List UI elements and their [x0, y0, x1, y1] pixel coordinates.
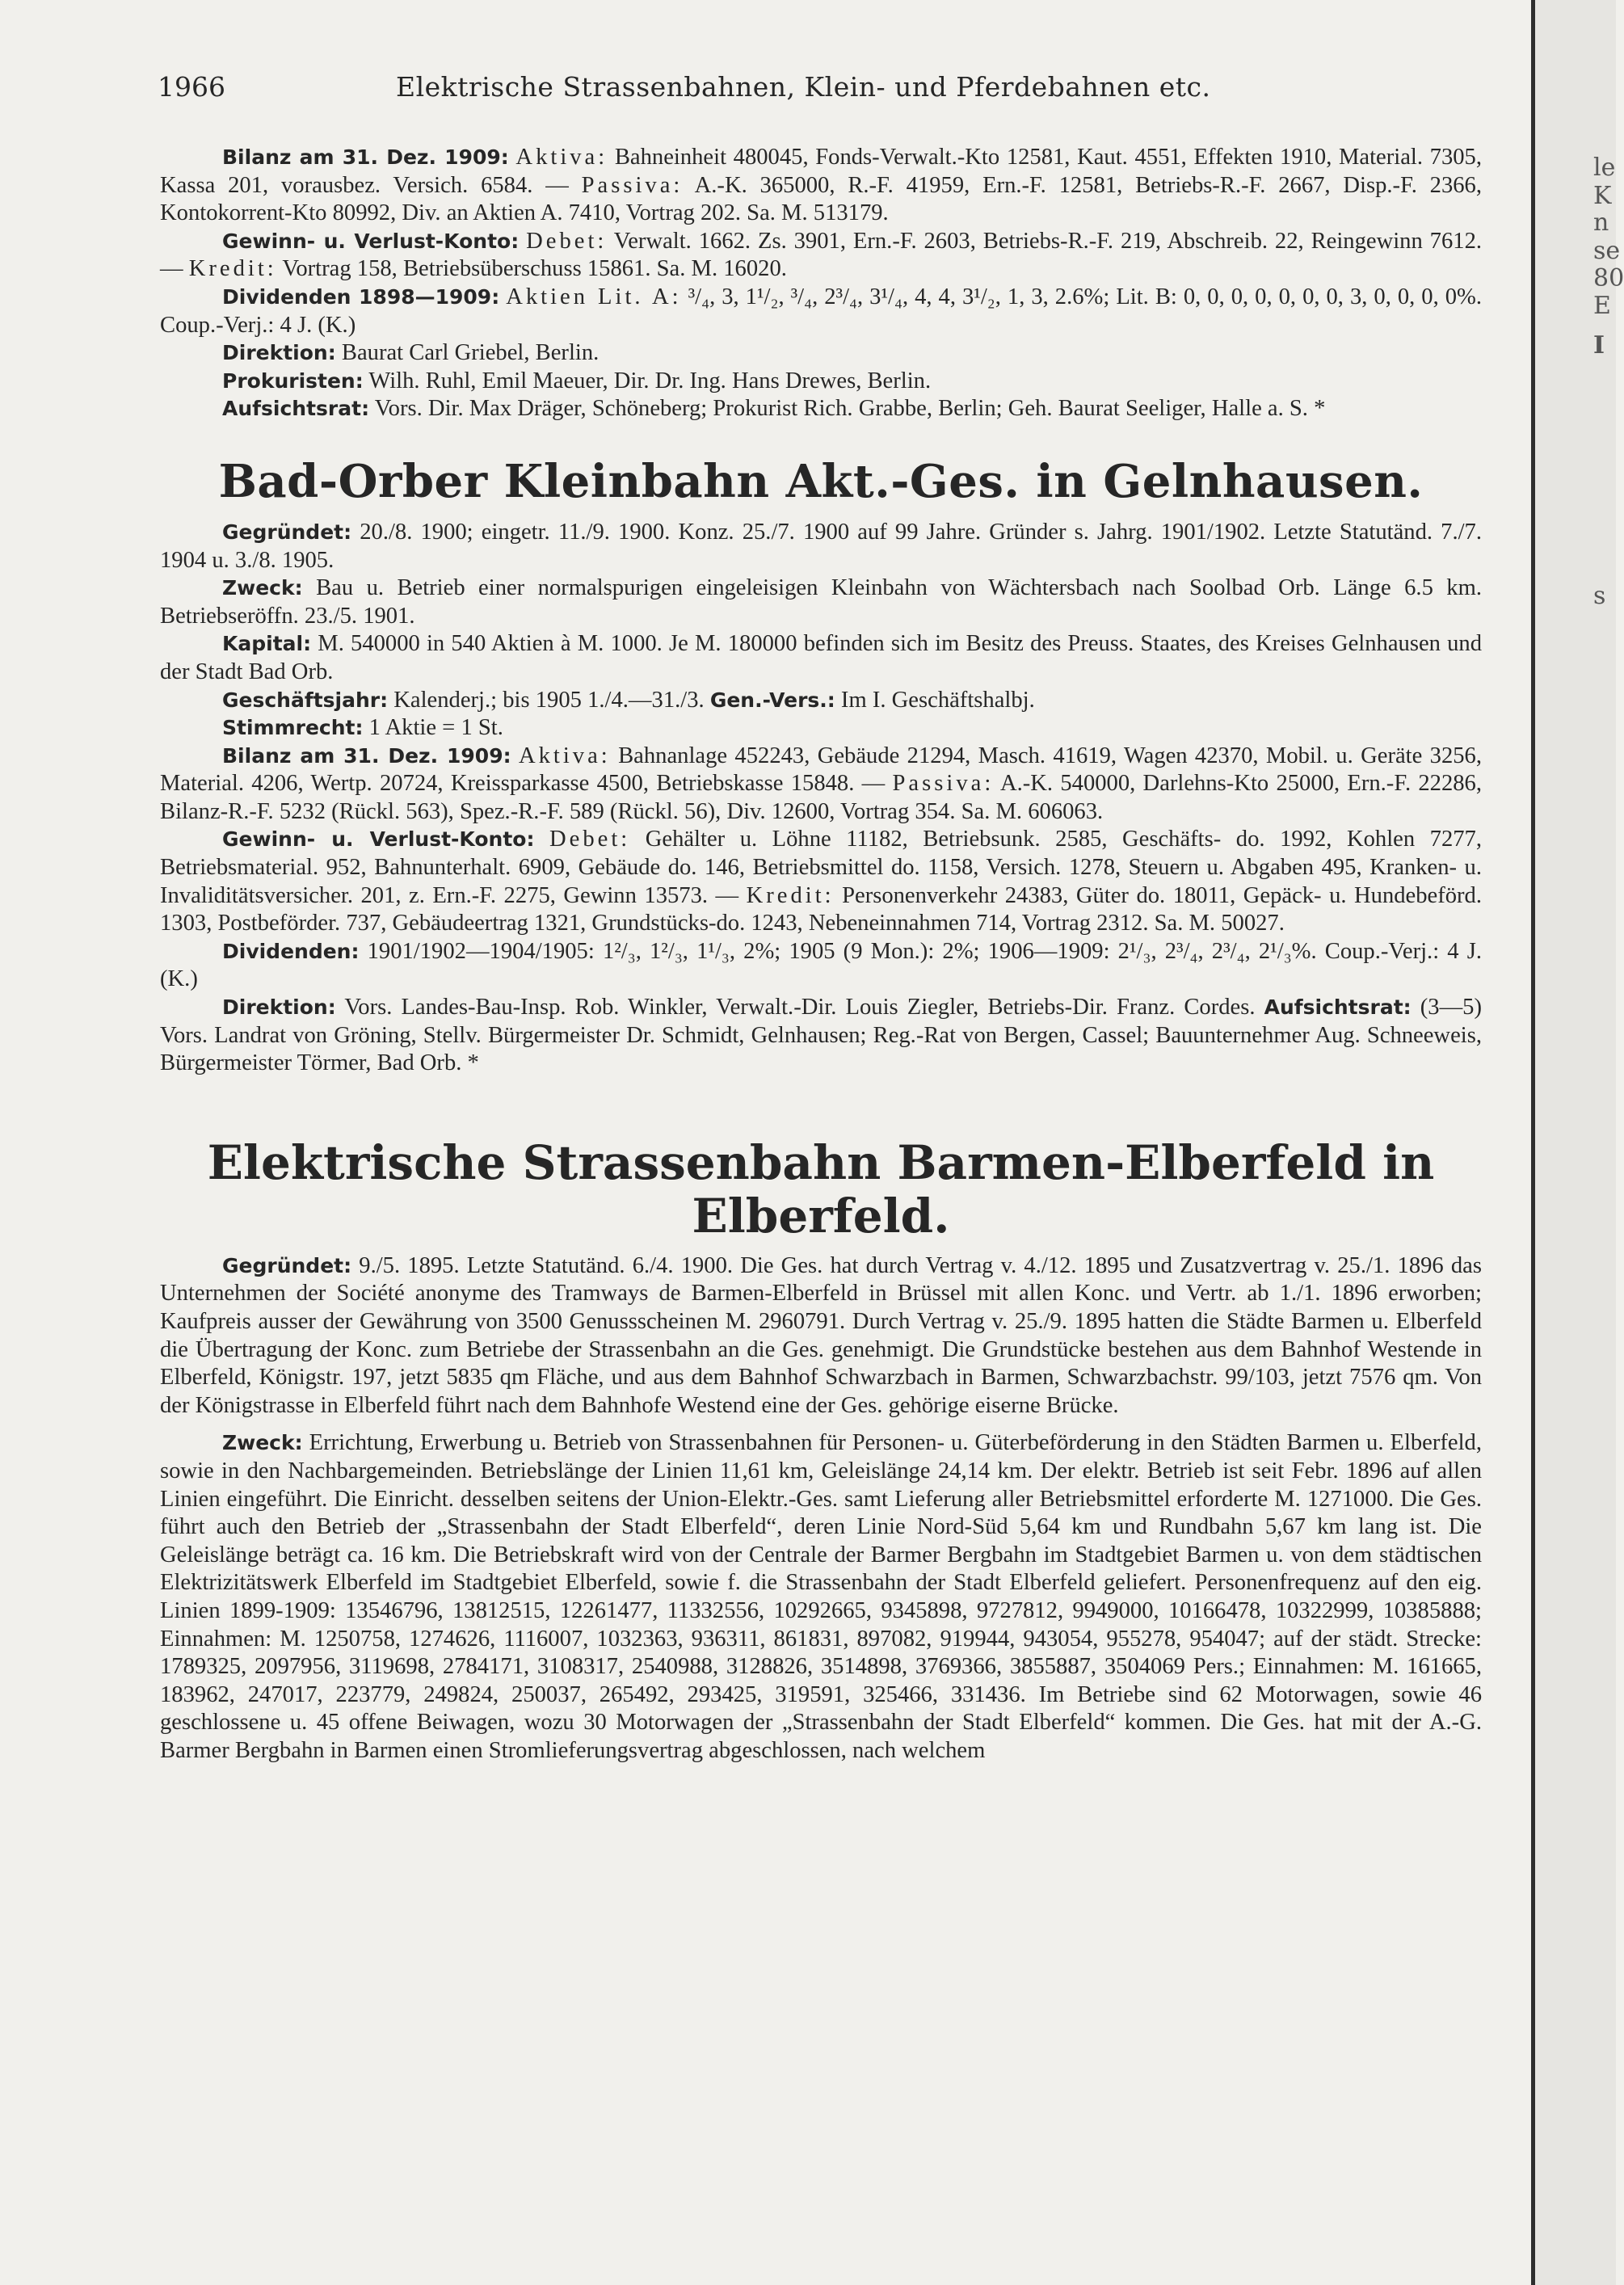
- field-label: Zweck:: [222, 576, 303, 600]
- dividends-paragraph: Dividenden: 1901/1902—1904/1905: 1²/₃, 1²/₃, 1¹/₃, 2%; 1905 (9 Mon.): 2%; 1906—1909: 2¹/₃, 2³/₄, 2³/₄, 2¹/₃%. Coup.-Verj.: 4 J. (K.): [160, 938, 1482, 992]
- bleed-fragment: 80: [1593, 264, 1624, 292]
- bleed-fragment: le: [1593, 154, 1616, 182]
- balance-sheet-paragraph: Bilanz am 31. Dez. 1909: Aktiva: Bahnanlage 452243, Gebäude 21294, Masch. 41619, Wagen 42370, Mobil. u. Geräte 3256, Material. 4206, Wertp. 20724, Kreissparkasse 4500, Betriebskasse 15848. — Passiva: A.-K. 540000, Darlehns-Kto 25000, Ern.-F. 22286, Bilanz-R.-F. 5232 (Rückl. 563), Spez.-R.-F. 589 (Rückl. 56), Div. 12600, Vortrag 354. Sa. M. 606063.: [160, 743, 1482, 824]
- debet-label: Debet:: [549, 827, 631, 852]
- field-label: Aufsichtsrat:: [222, 397, 370, 421]
- dividends-paragraph: Dividenden 1898—1909: Aktien Lit. A: ³/₄, 3, 1¹/₂, ³/₄, 2³/₄, 3¹/₄, 4, 4, 3¹/₂, 1, 3, 2.6%; Lit. B: 0, 0, 0, 0, 0, 0, 0, 3, 0, 0, 0, 0%. Coup.-Verj.: 4 J. (K.): [160, 284, 1483, 338]
- passiva-label: Passiva:: [581, 172, 684, 198]
- purpose-paragraph: Zweck: Bau u. Betrieb einer normalspurigen eingeleisigen Kleinbahn von Wächtersbach nach Soolbad Orb. Länge 6.5 km. Betriebseröffn. 23./5. 1901.: [160, 575, 1482, 629]
- field-label: Gegründet:: [222, 1253, 352, 1277]
- aktiva-label: Aktiva:: [518, 743, 611, 768]
- bleed-fragment: s: [1593, 582, 1606, 610]
- field-label: Gewinn- u. Verlust-Konto:: [222, 229, 520, 253]
- fiscal-year-paragraph: Geschäftsjahr: Kalenderj.; bis 1905 1./4.—31./3. Gen.-Vers.: Im I. Geschäftshalbj.: [222, 687, 1035, 713]
- balance-sheet-paragraph: Bilanz am 31. Dez. 1909: Aktiva: Bahneinheit 480045, Fonds-Verwalt.-Kto 12581, Kaut. 4551, Effekten 1910, Material. 7305, Kassa 201, vorausbez. Versich. 6584. — Passiva: A.-K. 365000, R.-F. 41959, Ern.-F. 12581, Betriebs-R.-F. 2667, Disp.-F. 2366, Kontokorrent-Kto 80992, Div. an Aktien A. 7410, Vortrag 202. Sa. M. 513179.: [160, 145, 1482, 226]
- field-label: Dividenden 1898—1909:: [222, 284, 500, 309]
- field-label: Bilanz am 31. Dez. 1909:: [222, 145, 509, 169]
- bleed-fragment: E: [1593, 292, 1611, 320]
- purpose-paragraph: Zweck: Errichtung, Erwerbung u. Betrieb von Strassenbahnen für Personen- u. Güterbeförderung in den Städten Barmen u. Elberfeld, sowie in den Nachbargemeinden. Betriebslänge der Linien 11,61 km, Geleislänge 24,14 km. Der elektr. Betrieb ist seit Febr. 1896 auf allen Linien eingeführt. Die Einricht. desselben seitens der Union-Elektr.-Ges. samt Lieferung aller Betriebsmittel erforderte M. 1271000. Die Ges. führt auch den Betrieb der „Strassenbahn der Stadt Elberfeld“, deren Linie Nord-Süd 5,64 km und Rundbahn 5,67 km lang ist. Die Geleislänge beträgt ca. 16 km. Die Betriebskraft wird von der Centrale der Barmer Bergbahn im Stadtgebiet Barmen u. von dem städtischen Elektrizitätswerk Elberfeld im Stadtgebiet Elberfeld, sowie f. die Strassenbahn der Stadt Elberfeld geliefert. Personenfrequenz auf den eig. Linien 1899-1909: 13546796, 13812515, 12261477, 11332556, 10292665, 9345898, 9727812, 9949000, 10166478, 10322999, 10385888; Einnahmen: M. 1250758, 1274626, 1116007, 1032363, 936311, 861831, 897082, 919944, 943054, 955278, 954047; auf der städt. Strecke: 1789325, 2097956, 3119698, 2784171, 3108317, 2540988, 3128826, 3514898, 3769366, 3855887, 3504069 Pers.; Einnahmen: M. 161665, 183962, 247017, 223779, 249824, 250037, 265492, 293425, 319591, 325466, 331436. Im Betriebe sind 62 Motorwagen, sowie 46 geschlossene u. 45 offene Beiwagen, wozu 30 Motorwagen der „Strassenbahn der Stadt Elberfeld“ kommen. Die Ges. hat mit der A.-G. Barmer Bergbahn in Barmen einen Stromlieferungsvertrag abgeschlossen, nach welchem: [160, 1430, 1482, 1763]
- field-label: Kapital:: [222, 632, 312, 656]
- bleed-fragment: I: [1593, 331, 1605, 360]
- kredit-label: Kredit:: [746, 882, 835, 908]
- bleed-fragment: n: [1593, 208, 1609, 237]
- section-title-bad-orber: Bad-Orber Kleinbahn Akt.-Ges. in Gelnhausen.: [218, 454, 1424, 508]
- field-label: Gen.-Vers.:: [709, 688, 835, 712]
- field-label: Dividenden:: [222, 939, 360, 963]
- field-label: Direktion:: [222, 995, 336, 1020]
- field-label: Stimmrecht:: [222, 716, 364, 740]
- bleed-fragment: K: [1593, 182, 1612, 210]
- page-number: 1966: [158, 71, 225, 103]
- section-title-barmen-elberfeld: Elektrische Strassenbahn Barmen-Elberfeld in Elberfeld.: [207, 1134, 1435, 1243]
- founded-paragraph: Gegründet: 20./8. 1900; eingetr. 11./9. 1900. Konz. 25./7. 1900 auf 99 Jahre. Gründer s. Jahrg. 1901/1902. Letzte Statutänd. 7./7. 1904 u. 3./8. 1905.: [160, 519, 1482, 573]
- field-label: Bilanz am 31. Dez. 1909:: [222, 743, 511, 768]
- aktien-label: Aktien Lit. A:: [506, 284, 682, 309]
- running-title: Elektrische Strassenbahnen, Klein- und Pferdebahnen etc.: [396, 71, 1211, 103]
- direktion-paragraph: Direktion: Vors. Landes-Bau-Insp. Rob. Winkler, Verwalt.-Dir. Louis Ziegler, Betriebs-Dir. Franz. Cordes. Aufsichtsrat: (3—5) Vors. Landrat von Gröning, Stellv. Bürgermeister Dr. Schmidt, Gelnhausen; Reg.-Rat von Bergen, Cassel; Bauunternehmer Aug. Schneeweis, Bürgermeister Törmer, Bad Orb. *: [160, 995, 1482, 1076]
- page-body: [160, 144, 1482, 1765]
- capital-paragraph: Kapital: M. 540000 in 540 Aktien à M. 1000. Je M. 180000 befinden sich im Besitz des Preuss. Staates, des Kreises Gelnhausen und der Stadt Bad Orb.: [160, 631, 1482, 684]
- prokuristen-paragraph: Prokuristen: Wilh. Ruhl, Emil Maeuer, Dir. Dr. Ing. Hans Drewes, Berlin.: [222, 368, 932, 393]
- field-label: Gewinn- u. Verlust-Konto:: [222, 827, 535, 852]
- kredit-label: Kredit:: [188, 256, 277, 282]
- field-label: Aufsichtsrat:: [1264, 995, 1412, 1020]
- field-label: Prokuristen:: [222, 368, 364, 393]
- direktion-paragraph: Direktion: Baurat Carl Griebel, Berlin.: [222, 340, 600, 366]
- field-label: Zweck:: [222, 1431, 303, 1455]
- profit-loss-paragraph: Gewinn- u. Verlust-Konto: Debet: Verwalt. 1662. Zs. 3901, Ern.-F. 2603, Betriebs-R.-F. 219, Abschreib. 22, Reingewinn 7612. — Kredit: Vortrag 158, Betriebsüberschuss 15861. Sa. M. 16020.: [160, 228, 1483, 282]
- bleed-fragment: se: [1593, 237, 1621, 265]
- voting-right-paragraph: Stimmrecht: 1 Aktie = 1 St.: [222, 715, 503, 741]
- debet-label: Debet:: [526, 228, 608, 254]
- field-label: Direktion:: [222, 341, 336, 365]
- aufsichtsrat-paragraph: Aufsichtsrat: Vors. Dir. Max Dräger, Schöneberg; Prokurist Rich. Grabbe, Berlin; Geh. Baurat Seeliger, Halle a. S. *: [222, 396, 1326, 422]
- passiva-label: Passiva:: [892, 771, 995, 797]
- aktiva-label: Aktiva:: [515, 145, 608, 170]
- field-label: Geschäftsjahr:: [222, 688, 389, 712]
- profit-loss-paragraph: Gewinn- u. Verlust-Konto: Debet: Gehälter u. Löhne 11182, Betriebsunk. 2585, Geschäfts- do. 1992, Kohlen 7277, Betriebsmaterial. 952, Bahnunterhalt. 6909, Gebäude do. 146, Betriebsmittel do. 1158, Versich. 1278, Steuern u. Abgaben 495, Kranken- u. Invaliditätsversicher. 201, z. Ern.-F. 2275, Gewinn 13573. — Kredit: Personenverkehr 24383, Güter do. 18011, Gepäck- u. Hundebeförd. 1303, Postbeförder. 737, Gebäudeertrag 1321, Grundstücks-do. 1243, Nebeneinnahmen 714, Vortrag 2312. Sa. M. 50027.: [160, 827, 1483, 936]
- founded-paragraph: Gegründet: 9./5. 1895. Letzte Statutänd. 6./4. 1900. Die Ges. hat durch Vertrag v. 4./12. 1895 und Zusatzvertrag v. 25./1. 1896 das Unternehmen der Société anonyme des Tramways de Barmen-Elberfeld in Brüssel mit allen Konc. und Vertr. ab 1./1. 1896 erworben; Kaufpreis ausser der Gewährung von 3500 Genussscheinen M. 2960791. Durch Vertrag v. 25./9. 1895 hatten die Städte Barmen u. Elberfeld die Übertragung der Konc. zum Betriebe der Strassenbahn an die Ges. genehmigt. Die Grundstücke bestehen aus dem Bahnhof Westende in Elberfeld, Königstr. 197, jetzt 5835 qm Fläche, und aus dem Bahnhof Schwarzbach in Barmen, Schwarzbachstr. 99/103, jetzt 7576 qm. Von der Königstrasse in Elberfeld führt nach dem Bahnhofe Westend eine der Ges. gehörige eiserne Brücke.: [160, 1252, 1482, 1418]
- field-label: Gegründet:: [222, 520, 352, 544]
